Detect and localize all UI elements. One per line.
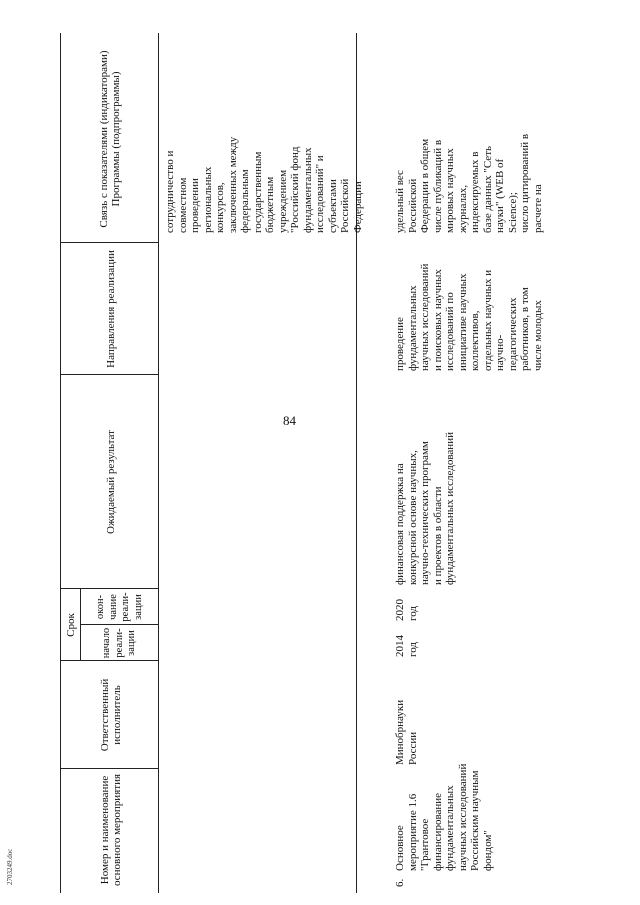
row-expected-result: финансовая поддержка на конкурсной основе научных, научно-технических программ и проектов в области фундаментальных исследований: [394, 432, 456, 585]
rule-col-1: [60, 768, 158, 769]
rotated-table: [60, 33, 580, 893]
row-directions: проведение фундаментальных научных исследований и поисковых научных исследований по инициативе научных коллективов, отдельных научных и научно- педагогических работников, в том числе молодых: [394, 263, 544, 371]
header-link: Связь с показателями (индикаторами) Программы (подпрограммы): [97, 50, 122, 228]
header-expected-result: Ожидаемый результат: [104, 430, 117, 534]
row-term-start: 2014 год: [394, 635, 419, 657]
header-directions: Направления реализации: [104, 250, 117, 368]
continuation-link-text: сотрудничество и совместном проведении региональных конкурсов, заключенных между федеральным государственным бюджетным учреждением "Российский фонд фундаментальных исследований" и субъектами Российской Федерации: [164, 136, 364, 233]
header-number-name: Номер и наименование основного мероприятия: [98, 773, 123, 887]
header-term-end: окон-чание реали-зации: [95, 592, 144, 622]
footer-reference: 2703249.doc: [6, 848, 14, 885]
row-term-end: 2020 год: [394, 599, 419, 621]
header-term: Срок: [64, 613, 77, 637]
header-term-start: начало реали-зации: [101, 627, 138, 659]
row-executor: Минобрнауки России: [394, 699, 419, 765]
rule-top: [60, 33, 61, 893]
page-number: 84: [283, 413, 296, 428]
rule-header-bottom: [158, 33, 159, 893]
row-measure-name: Основное мероприятие 1.6 "Грантовое финансирование фундаментальных научных исследований Российским научным фондом": [394, 763, 494, 871]
rule-term-split: [80, 589, 81, 661]
rule-col-6: [60, 242, 158, 243]
rule-col-3: [80, 624, 158, 625]
header-executor: Ответственный исполнитель: [98, 678, 123, 752]
rule-col-5: [60, 374, 158, 375]
row-index: 6.: [394, 878, 406, 887]
row-link: удельный вес Российской Федерации в общем числе публикаций в мировых научных журналах, индексируемых в базе данных "Сеть науки" (WEB of Science); число цитирований в расчете на: [394, 133, 544, 233]
